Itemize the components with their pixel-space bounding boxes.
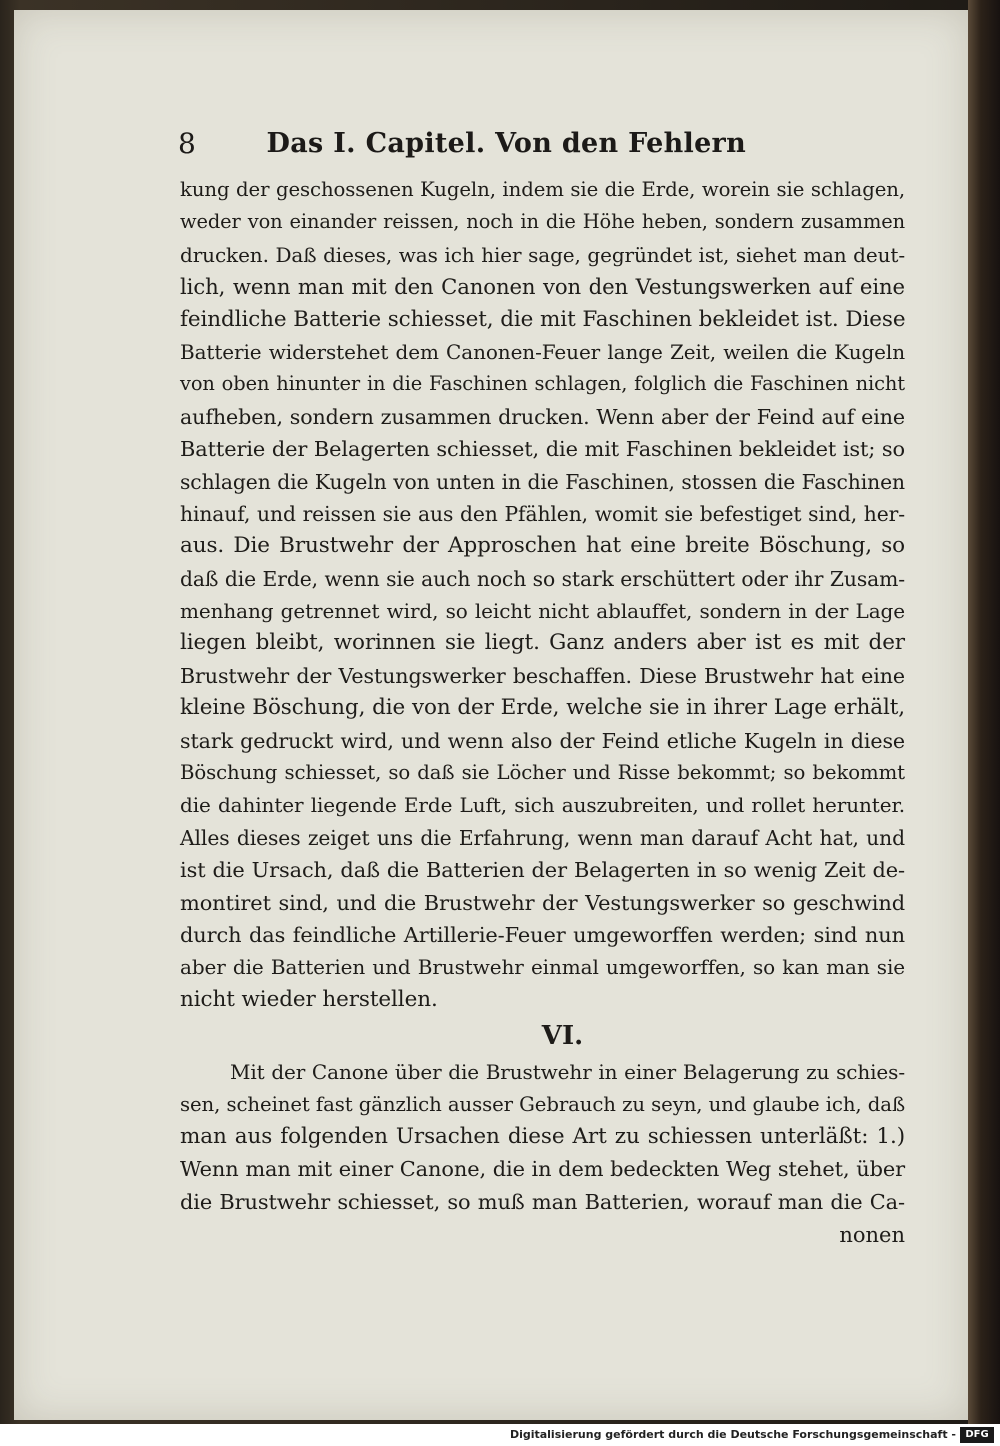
text-line: die dahinter liegende Erde Luft, sich auszubreiten, und rollet herunter. xyxy=(180,793,905,818)
book-spine-edge xyxy=(968,0,1000,1424)
text-line: daß die Erde, wenn sie auch noch so stark erschüttert oder ihr Zusam- xyxy=(180,566,905,591)
text-line: aus. Die Brustwehr der Approschen hat eine breite Böschung, so xyxy=(180,533,905,559)
body-text xyxy=(180,174,905,1252)
funding-credit: Digitalisierung gefördert durch die Deutsche Forschungsgemeinschaft - xyxy=(509,1428,956,1441)
catchword-row xyxy=(180,1218,905,1252)
text-line: Alles dieses zeiget uns die Erfahrung, wenn man darauf Acht hat, und xyxy=(180,825,905,850)
text-line: die Brustwehr schiesset, so muß man Batterien, worauf man die Ca- xyxy=(180,1189,905,1214)
text-line: stark gedruckt wird, und wenn also der Feind etliche Kugeln in diese xyxy=(180,728,905,753)
text-line: Brustwehr der Vestungswerker beschaffen. Diese Brustwehr hat eine xyxy=(180,663,905,688)
page-number: 8 xyxy=(178,127,196,160)
text-line: von oben hinunter in die Faschinen schlagen, folglich die Faschinen nicht xyxy=(180,372,905,396)
footer-bar xyxy=(0,1424,1000,1446)
paragraph-2 xyxy=(180,1056,905,1218)
text-line: sen, scheinet fast gänzlich ausser Gebrauch zu seyn, und glaube ich, daß xyxy=(180,1092,905,1116)
text-line: kung der geschossenen Kugeln, indem sie die Erde, worein sie schlagen, xyxy=(180,178,905,201)
text-line: feindliche Batterie schiesset, die mit Faschinen bekleidet ist. Diese xyxy=(180,306,906,332)
running-head: Das I. Capitel. Von den Fehlern xyxy=(266,128,746,159)
text-line: drucken. Daß dieses, was ich hier sage, gegründet ist, siehet man deut- xyxy=(180,242,905,267)
text-line: Wenn man mit einer Canone, die in dem bedeckten Weg stehet, über xyxy=(180,1157,905,1182)
text-line: Batterie der Belagerten schiesset, die mit Faschinen bekleidet ist; so xyxy=(180,437,905,462)
text-line: kleine Böschung, die von der Erde, welche sie in ihrer Lage erhält, xyxy=(180,695,905,721)
page-header xyxy=(178,126,746,166)
text-line: hinauf, und reissen sie aus den Pfählen, womit sie befestiget sind, her- xyxy=(180,501,905,526)
text-line: Böschung schiesset, so daß sie Löcher und Risse bekommt; so bekommt xyxy=(180,761,905,785)
dfg-logo: DFG xyxy=(960,1427,994,1443)
text-line: Batterie widerstehet dem Canonen-Feuer lange Zeit, weilen die Kugeln xyxy=(180,339,905,364)
text-line: aber die Batterien und Brustwehr einmal umgeworffen, so kan man sie xyxy=(180,955,905,980)
paragraph-1 xyxy=(180,174,905,1016)
text-line: Mit der Canone über die Brustwehr in einer Belagerung zu schies- xyxy=(230,1060,905,1085)
text-line: aufheben, sondern zusammen drucken. Wenn aber der Feind auf eine xyxy=(180,404,905,429)
text-line: nicht wieder herstellen. xyxy=(180,986,438,1012)
catchword: nonen xyxy=(839,1223,905,1248)
text-line: schlagen die Kugeln von unten in die Faschinen, stossen die Faschinen xyxy=(180,469,905,494)
text-line: durch das feindliche Artillerie-Feuer umgeworffen werden; sind nun xyxy=(180,922,905,947)
text-line: ist die Ursach, daß die Batterien der Belagerten in so wenig Zeit de- xyxy=(180,858,905,883)
text-line: weder von einander reissen, noch in die Höhe heben, sondern zusammen xyxy=(180,210,905,234)
text-line: liegen bleibt, worinnen sie liegt. Ganz anders aber ist es mit der xyxy=(180,630,905,656)
text-line: man aus folgenden Ursachen diese Art zu schiessen unterläßt: 1.) xyxy=(180,1123,905,1149)
text-line: montiret sind, und die Brustwehr der Vestungswerker so geschwind xyxy=(180,890,905,915)
text-line: lich, wenn man mit den Canonen von den Vestungswerken auf eine xyxy=(180,274,905,300)
text-line: menhang getrennet wird, so leicht nicht ablauffet, sondern in der Lage xyxy=(180,599,905,624)
section-heading: VI. xyxy=(541,1021,584,1052)
